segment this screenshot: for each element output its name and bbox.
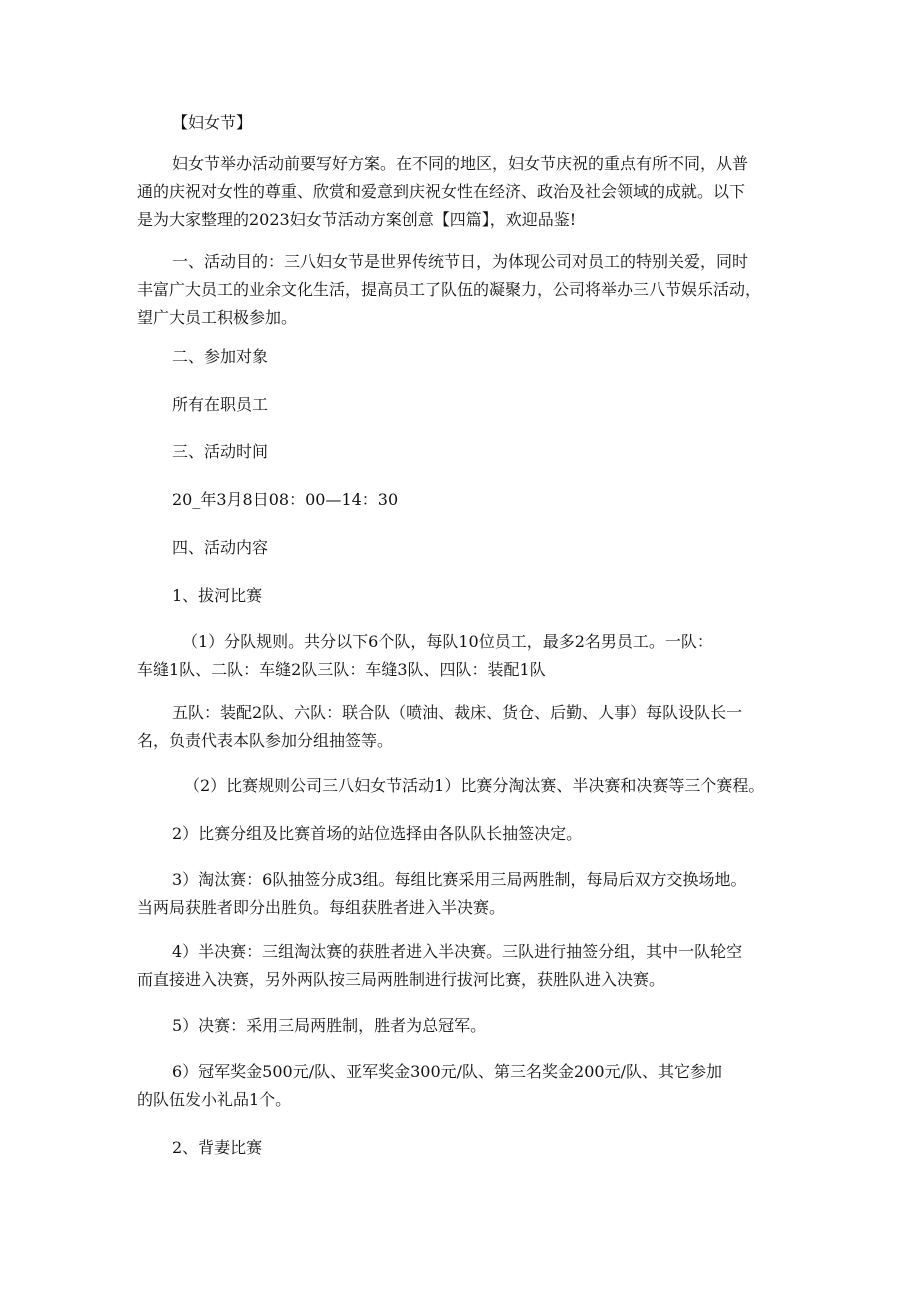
- item1-teams-paragraph: [137, 628, 787, 684]
- item1-teams-cont-line-2: 名，负责代表本队参加分组抽签等。: [137, 731, 394, 750]
- item2-heading: 2、背妻比赛: [172, 1138, 263, 1157]
- rule-4-line-1: 4）半决赛：三组淘汰赛的获胜者进入半决赛。三队进行抽签分组，其中一队轮空: [172, 942, 743, 961]
- item1-heading: 1、拔河比赛: [172, 586, 263, 605]
- rule-2: 2）比赛分组及比赛首场的站位选择由各队队长抽签决定。: [172, 824, 583, 843]
- section2-body: 所有在职员工: [172, 395, 269, 414]
- rule-4-paragraph: [137, 938, 787, 994]
- document-title: 【妇女节】: [172, 113, 253, 132]
- rule-6-line-1: 6）冠军奖金500元/队、亚军奖金300元/队、第三名奖金200元/队、其它参加: [172, 1062, 722, 1081]
- item1-teams-line-1: （1）分队规则。共分以下6个队，每队10位员工，最多2名男员工。一队：: [182, 632, 713, 651]
- section4-heading: 四、活动内容: [172, 538, 269, 557]
- section1-line-1: 一、活动目的：三八妇女节是世界传统节日，为体现公司对员工的特别关爱，同时: [172, 252, 749, 271]
- section3-body: 20_年3月8日08：00—14：30: [172, 490, 399, 509]
- rule-6-line-2: 的队伍发小礼品1个。: [137, 1090, 292, 1109]
- section2-heading: 二、参加对象: [172, 347, 269, 366]
- section1-paragraph: [137, 248, 787, 332]
- item1-teams-line-2: 车缝1队、二队：车缝2队三队：车缝3队、四队：装配1队: [137, 660, 546, 679]
- section1-line-2: 丰富广大员工的业余文化生活，提高员工了队伍的凝聚力，公司将举办三八节娱乐活动，: [137, 280, 762, 299]
- rule-3-line-1: 3）淘汰赛：6队抽签分成3组。每组比赛采用三局两胜制，每局后双方交换场地。: [172, 870, 747, 889]
- item1-teams-cont-line-1: 五队：装配2队、六队：联合队（喷油、裁床、货仓、后勤、人事）每队设队长一: [172, 703, 743, 722]
- item1-teams-cont-paragraph: [137, 699, 787, 755]
- section3-heading: 三、活动时间: [172, 442, 269, 461]
- rules-intro: （2）比赛规则公司三八妇女节活动1）比赛分淘汰赛、半决赛和决赛等三个赛程。: [184, 776, 765, 795]
- intro-line-3: 是为大家整理的2023妇女节活动方案创意【四篇】，欢迎品鉴!: [137, 210, 577, 229]
- rule-6-paragraph: [137, 1058, 787, 1114]
- rule-3-paragraph: [137, 866, 787, 922]
- intro-paragraph: [137, 150, 787, 234]
- section1-line-3: 望广大员工积极参加。: [137, 308, 298, 327]
- rule-5: 5）决赛：采用三局两胜制，胜者为总冠军。: [172, 1016, 487, 1035]
- intro-line-2: 通的庆祝对女性的尊重、欣赏和爱意到庆祝女性在经济、政治及社会领域的成就。以下: [137, 182, 746, 201]
- rule-3-line-2: 当两局获胜者即分出胜负。每组获胜者进入半决赛。: [137, 898, 506, 917]
- rule-4-line-2: 而直接进入决赛，另外两队按三局两胜制进行拔河比赛，获胜队进入决赛。: [137, 970, 666, 989]
- intro-line-1: 妇女节举办活动前要写好方案。在不同的地区，妇女节庆祝的重点有所不同，从普: [172, 154, 749, 173]
